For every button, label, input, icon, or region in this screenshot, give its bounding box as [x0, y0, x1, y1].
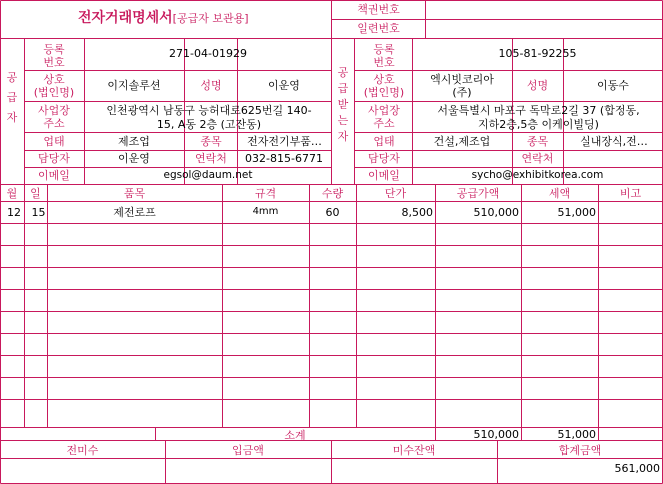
receiver-email: sycho@exhibitkorea.com — [471, 169, 604, 181]
item-spec: 4mm — [252, 206, 279, 217]
supplier-ceo: 이운영 — [268, 79, 300, 92]
supplier-address-label: 사업장 주소 — [38, 104, 70, 130]
receiver-company: 엑시빗코리아 (주) — [430, 73, 494, 99]
received-label: 입금액 — [232, 444, 264, 457]
supplier-company-label: 상호 (법인명) — [33, 73, 75, 99]
receiver-ceo-label: 성명 — [526, 79, 549, 92]
supplier-biz-item-label: 종목 — [200, 135, 222, 148]
supplier-manager: 이운영 — [118, 152, 150, 165]
book-number-label: 책권번호 — [357, 3, 400, 16]
items-header-item: 품목 — [123, 187, 146, 200]
receiver-email-label: 이메일 — [368, 169, 400, 182]
supplier-reg-no: 271-04-01929 — [169, 47, 247, 60]
supplier-biz-type: 제조업 — [118, 135, 150, 148]
items-header-day: 일 — [30, 187, 41, 200]
items-header-note: 비고 — [619, 187, 642, 200]
subtotal-tax: 51,000 — [557, 428, 596, 441]
supplier-biz-type-label: 업태 — [43, 135, 65, 148]
items-header-supply: 공급가액 — [456, 187, 500, 200]
receiver-contact-label: 연락처 — [521, 152, 554, 165]
receiver-reg-no-label: 등록 번호 — [373, 43, 395, 69]
receiver-manager-label: 담당자 — [368, 152, 400, 165]
receiver-address-label: 사업장 주소 — [368, 104, 400, 130]
supplier-email: egsol@daum.net — [163, 169, 253, 181]
supplier-biz-item: 전자전기부품… — [247, 135, 322, 148]
item-day: 15 — [31, 206, 46, 219]
receiver-reg-no: 105-81-92255 — [498, 47, 577, 60]
item-tax: 51,000 — [557, 206, 596, 219]
supplier-address: 인천광역시 남동구 능허대로625번길 140- 15, A동 2층 (고잔동) — [106, 104, 312, 131]
receiver-address: 서울특별시 마포구 독막로2길 37 (합정동, 지하2층,5층 이케이빌딩) — [437, 104, 640, 131]
serial-number-label: 일련번호 — [357, 22, 400, 35]
subtotal-label: 소계 — [284, 429, 306, 442]
receiver-side-label: 공 급 받 는 자 — [337, 66, 349, 143]
item-qty: 60 — [325, 206, 340, 219]
items-header-tax: 세액 — [548, 187, 571, 200]
receiver-biz-item-label: 종목 — [526, 135, 549, 148]
item-month: 12 — [7, 206, 21, 219]
supplier-ceo-label: 성명 — [200, 79, 222, 92]
title-subtitle: [공급자 보관용] — [172, 12, 249, 25]
title-text: 전자거래명세서 — [78, 10, 173, 26]
receiver-biz-item: 실내장식,전… — [580, 135, 648, 148]
supplier-reg-no-label: 등록 번호 — [43, 43, 65, 69]
balance-label: 미수잔액 — [392, 444, 436, 457]
items-header-qty: 수량 — [321, 187, 344, 200]
receiver-biz-type: 건설,제조업 — [433, 135, 491, 148]
supplier-side-label: 공 급 자 — [6, 71, 18, 124]
receiver-ceo: 이동수 — [597, 79, 629, 92]
supplier-email-label: 이메일 — [38, 169, 70, 182]
item-price: 8,500 — [401, 206, 433, 219]
item-name: 제전로프 — [113, 206, 156, 219]
item-supply: 510,000 — [473, 206, 519, 219]
supplier-company: 이지솔루션 — [107, 79, 161, 92]
unpaid-label: 전미수 — [66, 444, 99, 457]
total-label: 합계금액 — [558, 444, 602, 457]
supplier-contact-label: 연락처 — [195, 152, 227, 165]
document-title — [78, 11, 249, 25]
items-header-month: 월 — [6, 187, 18, 200]
items-header-price: 단가 — [384, 187, 407, 200]
receiver-biz-type-label: 업태 — [373, 135, 395, 148]
supplier-contact: 032-815-6771 — [245, 152, 323, 165]
subtotal-supply: 510,000 — [473, 428, 519, 441]
total-amount: 561,000 — [614, 462, 660, 475]
receiver-company-label: 상호 (법인명) — [363, 73, 405, 99]
items-header-spec: 규격 — [254, 187, 277, 200]
supplier-manager-label: 담당자 — [38, 152, 70, 165]
